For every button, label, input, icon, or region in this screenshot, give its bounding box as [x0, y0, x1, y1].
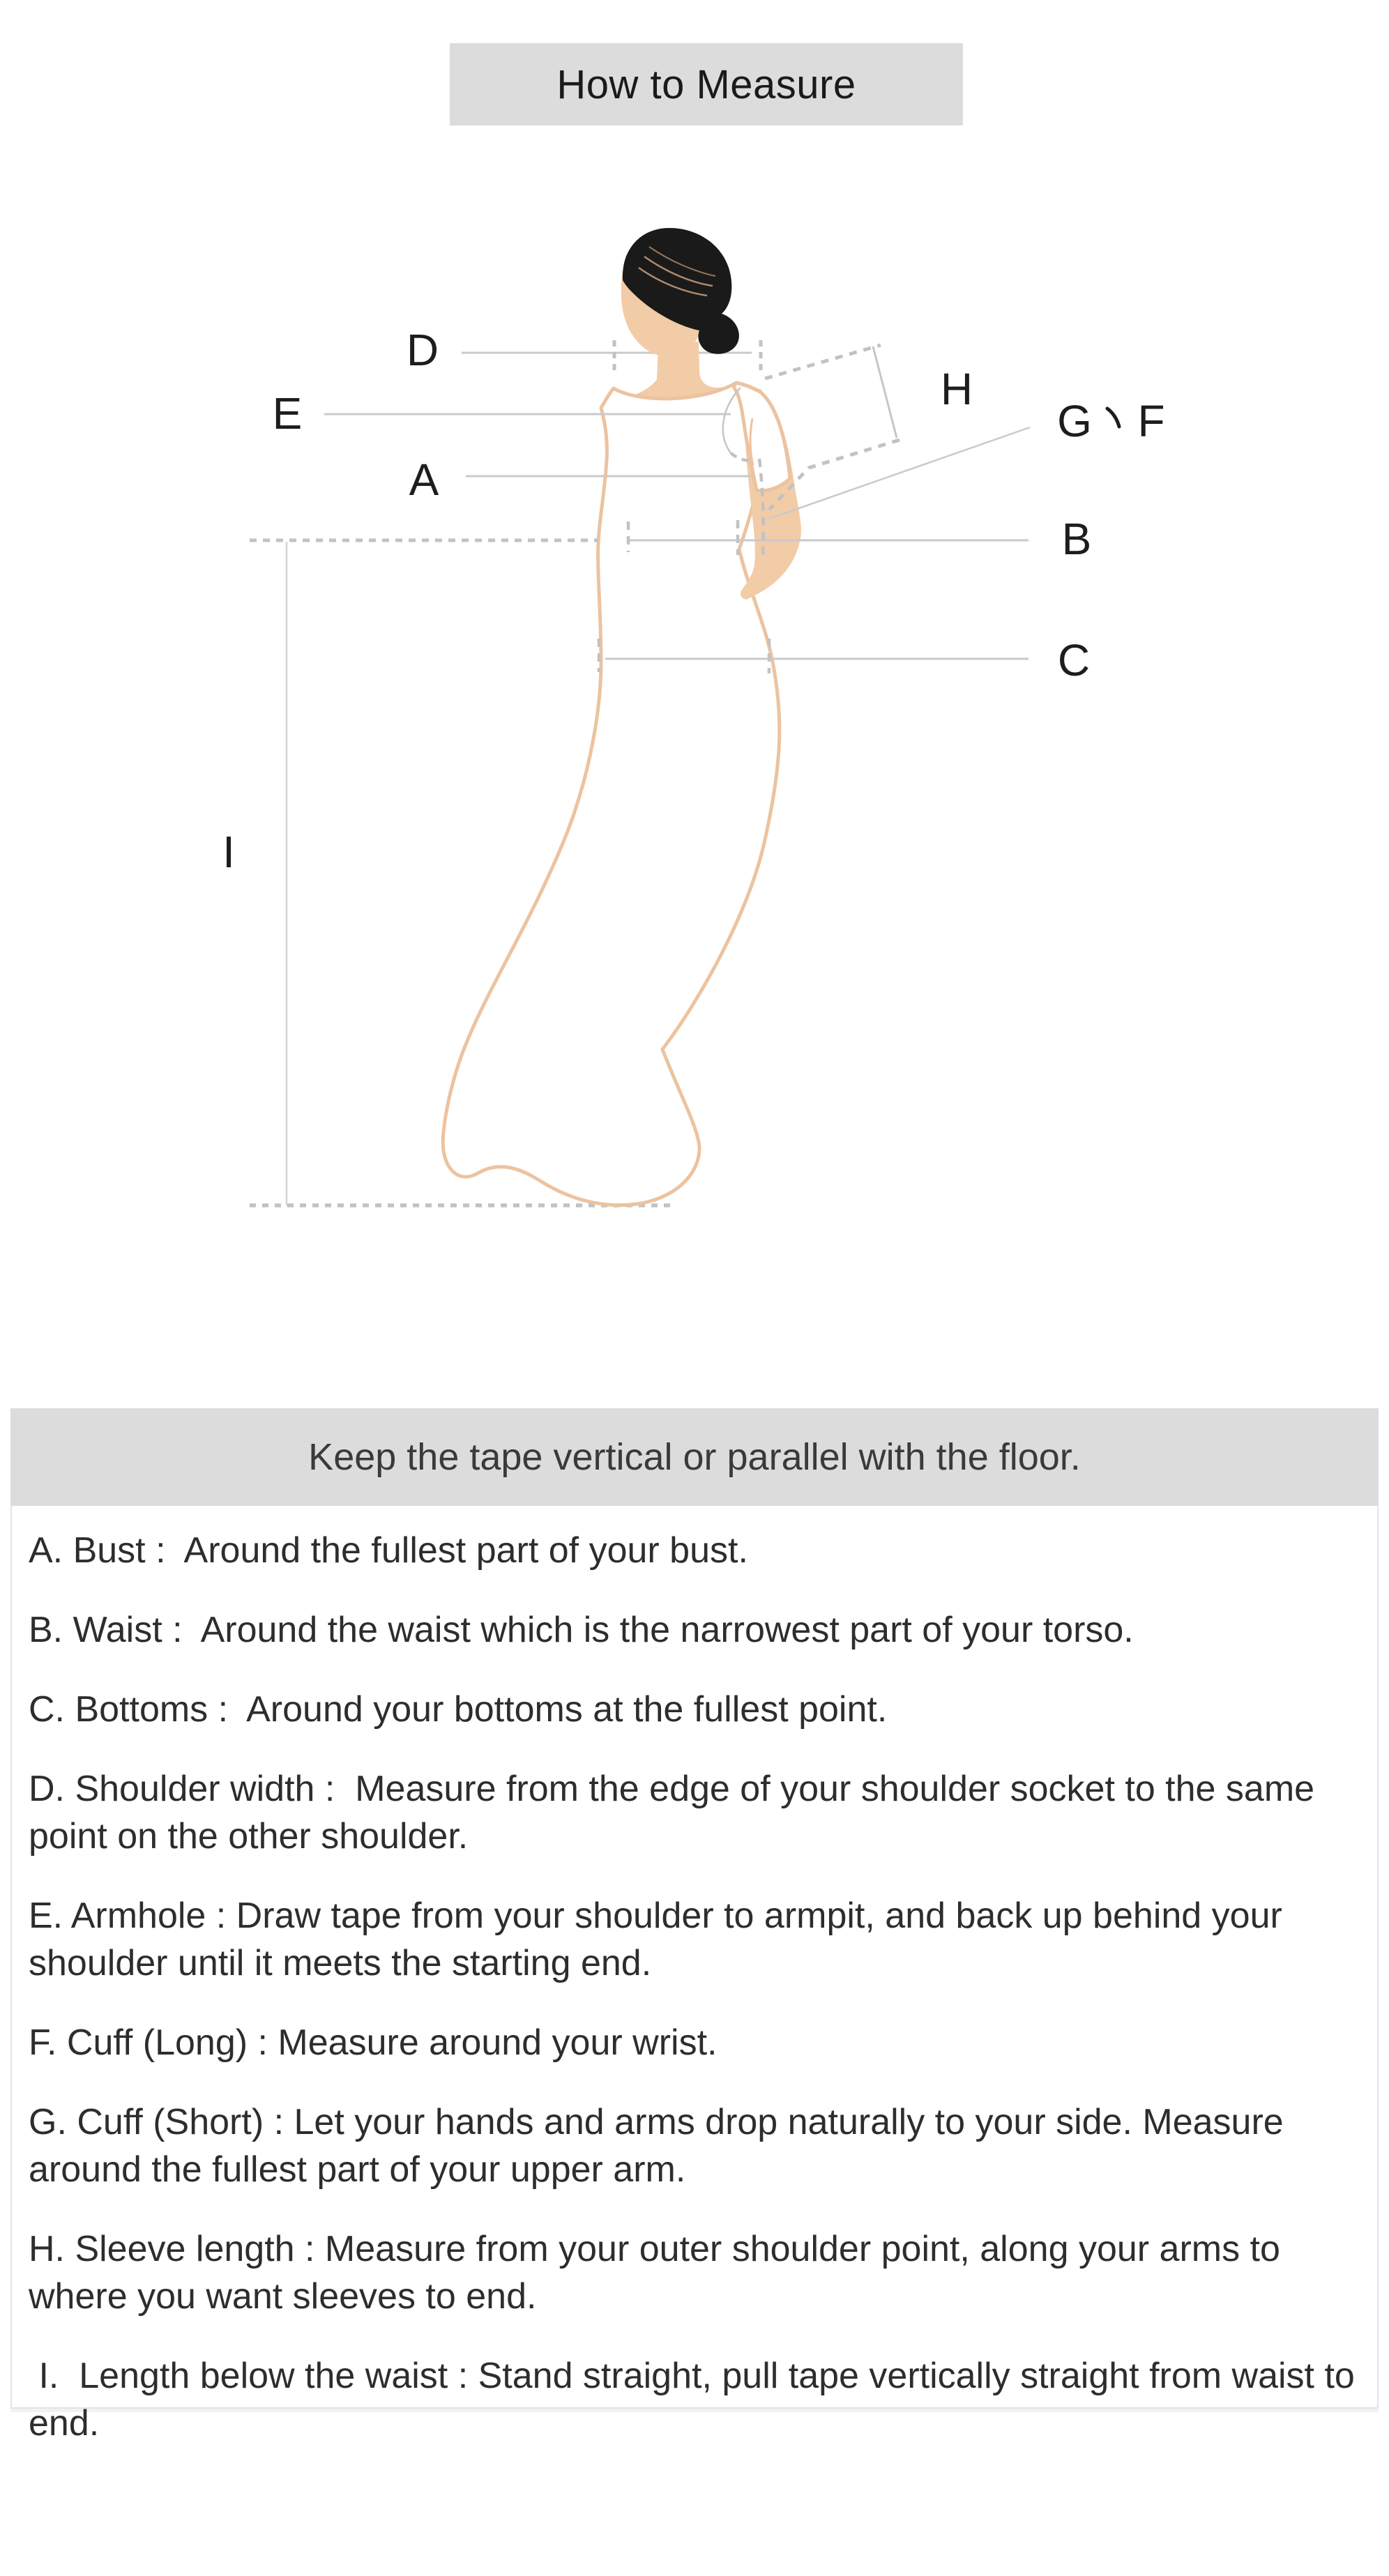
dress: [443, 383, 790, 1205]
measure-item-cuff-short: G. Cuff (Short) : Let your hands and arms drop naturally to your side. Measure around the fullest part of your upper arm.: [29, 2102, 1294, 2190]
measure-item-cuff-long: F. Cuff (Long) : Measure around your wrist.: [29, 2022, 718, 2063]
sleeve-length-dotted-top: [765, 345, 881, 379]
sleeve-length-bracket: [873, 346, 897, 438]
measurement-list: [10, 1506, 1379, 2444]
label-sleeve-length: H: [940, 364, 973, 414]
measure-item-length-below-waist: I. Length below the waist : Stand straight, pull tape vertically straight from waist to end.: [29, 2356, 1365, 2444]
measure-item-shoulder-width: D. Shoulder width : Measure from the edge of your shoulder socket to the same point on the other shoulder.: [29, 1769, 1325, 1857]
measure-item-sleeve-length: H. Sleeve length : Measure from your outer shoulder point, along your arms to where you want sleeves to end.: [29, 2229, 1291, 2317]
measure-item-bottoms: C. Bottoms : Around your bottoms at the fullest point.: [29, 1689, 888, 1730]
page-title: How to Measure: [556, 61, 856, 107]
label-cuff-long: F: [1137, 396, 1165, 446]
label-armhole: E: [272, 388, 303, 439]
measurement-figure: [0, 0, 1389, 1255]
label-bottoms: C: [1057, 635, 1091, 685]
measure-item-armhole: E. Armhole : Draw tape from your shoulder to armpit, and back up behind your shoulder until it meets the starting end.: [29, 1896, 1293, 1983]
woman-illustration: [443, 228, 801, 1205]
instruction-text: Keep the tape vertical or parallel with the floor.: [308, 1436, 1081, 1478]
measure-item-waist: B. Waist : Around the waist which is the narrowest part of your torso.: [29, 1610, 1134, 1650]
label-bust: A: [409, 455, 439, 505]
label-length-below-waist: I: [222, 827, 235, 877]
measure-item-bust: A. Bust : Around the fullest part of your bust.: [29, 1530, 748, 1571]
label-cuff-short: G: [1057, 396, 1092, 446]
ideographic-comma-icon: [1107, 409, 1119, 427]
label-shoulder-width: D: [406, 325, 439, 375]
instruction-banner: [10, 1408, 1379, 1506]
label-waist: B: [1061, 514, 1092, 564]
